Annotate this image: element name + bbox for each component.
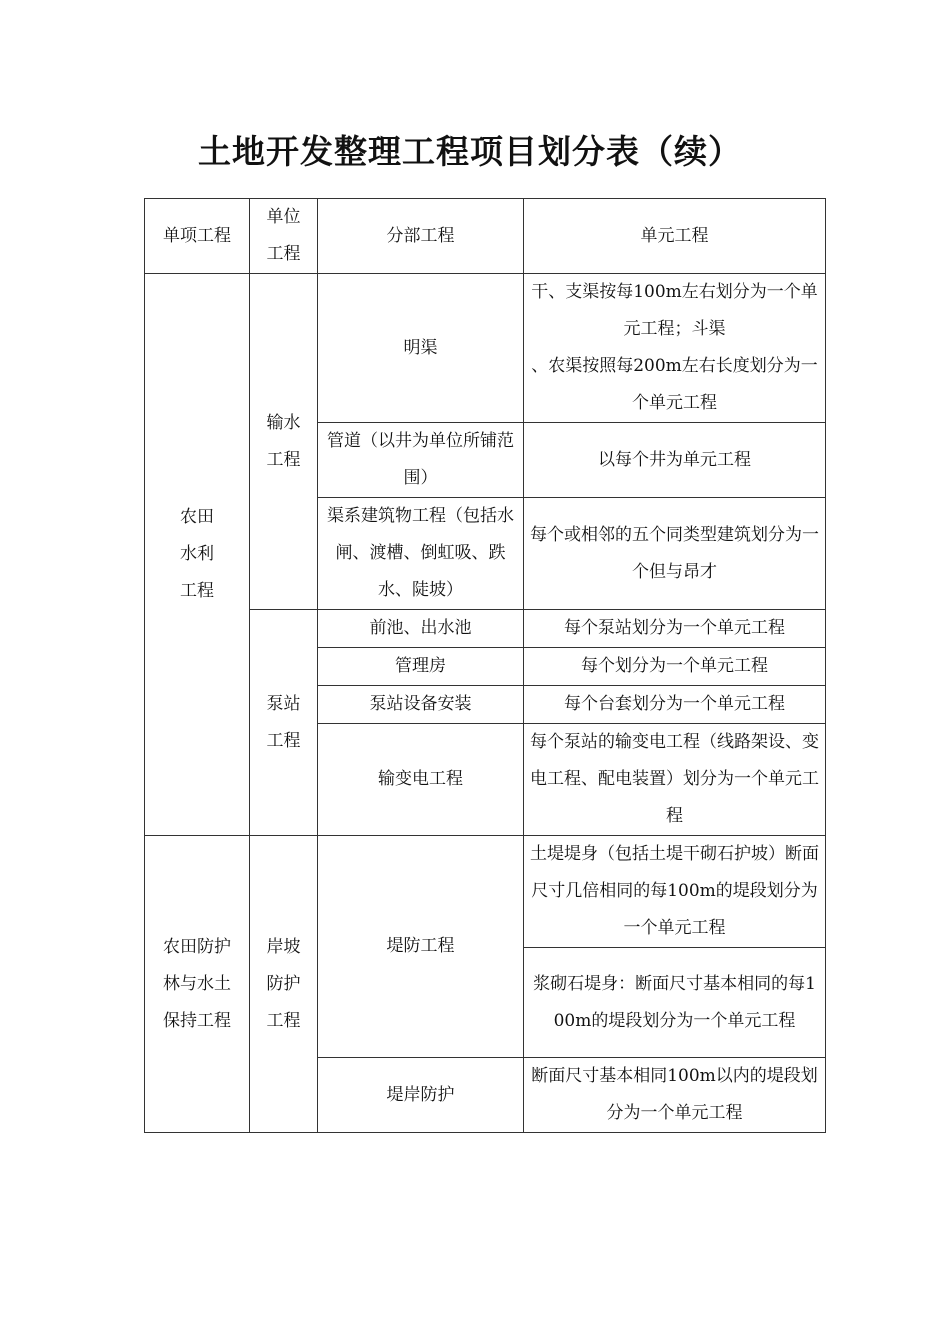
division-control-house: 管理房 bbox=[318, 648, 524, 686]
element-dike-earth: 土堤堤身（包括土堤干砌石护坡）断面尺寸几倍相同的每100m的堤段划分为一个单元工程 bbox=[524, 836, 826, 948]
header-element-project: 单元工程 bbox=[524, 199, 826, 274]
table-header-row bbox=[145, 199, 826, 274]
division-forebay: 前池、出水池 bbox=[318, 610, 524, 648]
header-division-project: 分部工程 bbox=[318, 199, 524, 274]
division-power-transmission: 输变电工程 bbox=[318, 724, 524, 836]
element-pipeline: 以每个井为单元工程 bbox=[524, 423, 826, 498]
element-forebay: 每个泵站划分为一个单元工程 bbox=[524, 610, 826, 648]
unit-water-conveyance: 输水 工程 bbox=[250, 274, 318, 610]
division-canal-structures: 渠系建筑物工程（包括水闸、渡槽、倒虹吸、跌水、陡坡） bbox=[318, 498, 524, 610]
element-pump-equipment: 每个台套划分为一个单元工程 bbox=[524, 686, 826, 724]
project-division-table bbox=[144, 198, 826, 1133]
page-title: 土地开发整理工程项目划分表（续） bbox=[198, 132, 742, 171]
table-row bbox=[145, 274, 826, 423]
table-row bbox=[145, 836, 826, 948]
element-power-transmission: 每个泵站的输变电工程（线路架设、变电工程、配电装置）划分为一个单元工程 bbox=[524, 724, 826, 836]
division-open-channel: 明渠 bbox=[318, 274, 524, 423]
element-open-channel: 干、支渠按每100m左右划分为一个单元工程；斗渠 、农渠按照每200m左右长度划分为一个单元工程 bbox=[524, 274, 826, 423]
group-farmland-water: 农田 水利 工程 bbox=[145, 274, 250, 836]
element-bank-revetment: 断面尺寸基本相同100m以内的堤段划分为一个单元工程 bbox=[524, 1058, 826, 1133]
header-unit-project: 单位 工程 bbox=[250, 199, 318, 274]
header-item-project: 单项工程 bbox=[145, 199, 250, 274]
group-shelter-forest: 农田防护 林与水土 保持工程 bbox=[145, 836, 250, 1133]
division-dike: 堤防工程 bbox=[318, 836, 524, 1058]
element-control-house: 每个划分为一个单元工程 bbox=[524, 648, 826, 686]
unit-bank-protection: 岸坡 防护 工程 bbox=[250, 836, 318, 1133]
element-dike-masonry: 浆砌石堤身：断面尺寸基本相同的每100m的堤段划分为一个单元工程 bbox=[524, 948, 826, 1058]
division-pipeline: 管道（以井为单位所铺范围） bbox=[318, 423, 524, 498]
division-pump-equipment: 泵站设备安装 bbox=[318, 686, 524, 724]
division-bank-revetment: 堤岸防护 bbox=[318, 1058, 524, 1133]
element-canal-structures: 每个或相邻的五个同类型建筑划分为一个但与昂才 bbox=[524, 498, 826, 610]
unit-pump-station: 泵站 工程 bbox=[250, 610, 318, 836]
